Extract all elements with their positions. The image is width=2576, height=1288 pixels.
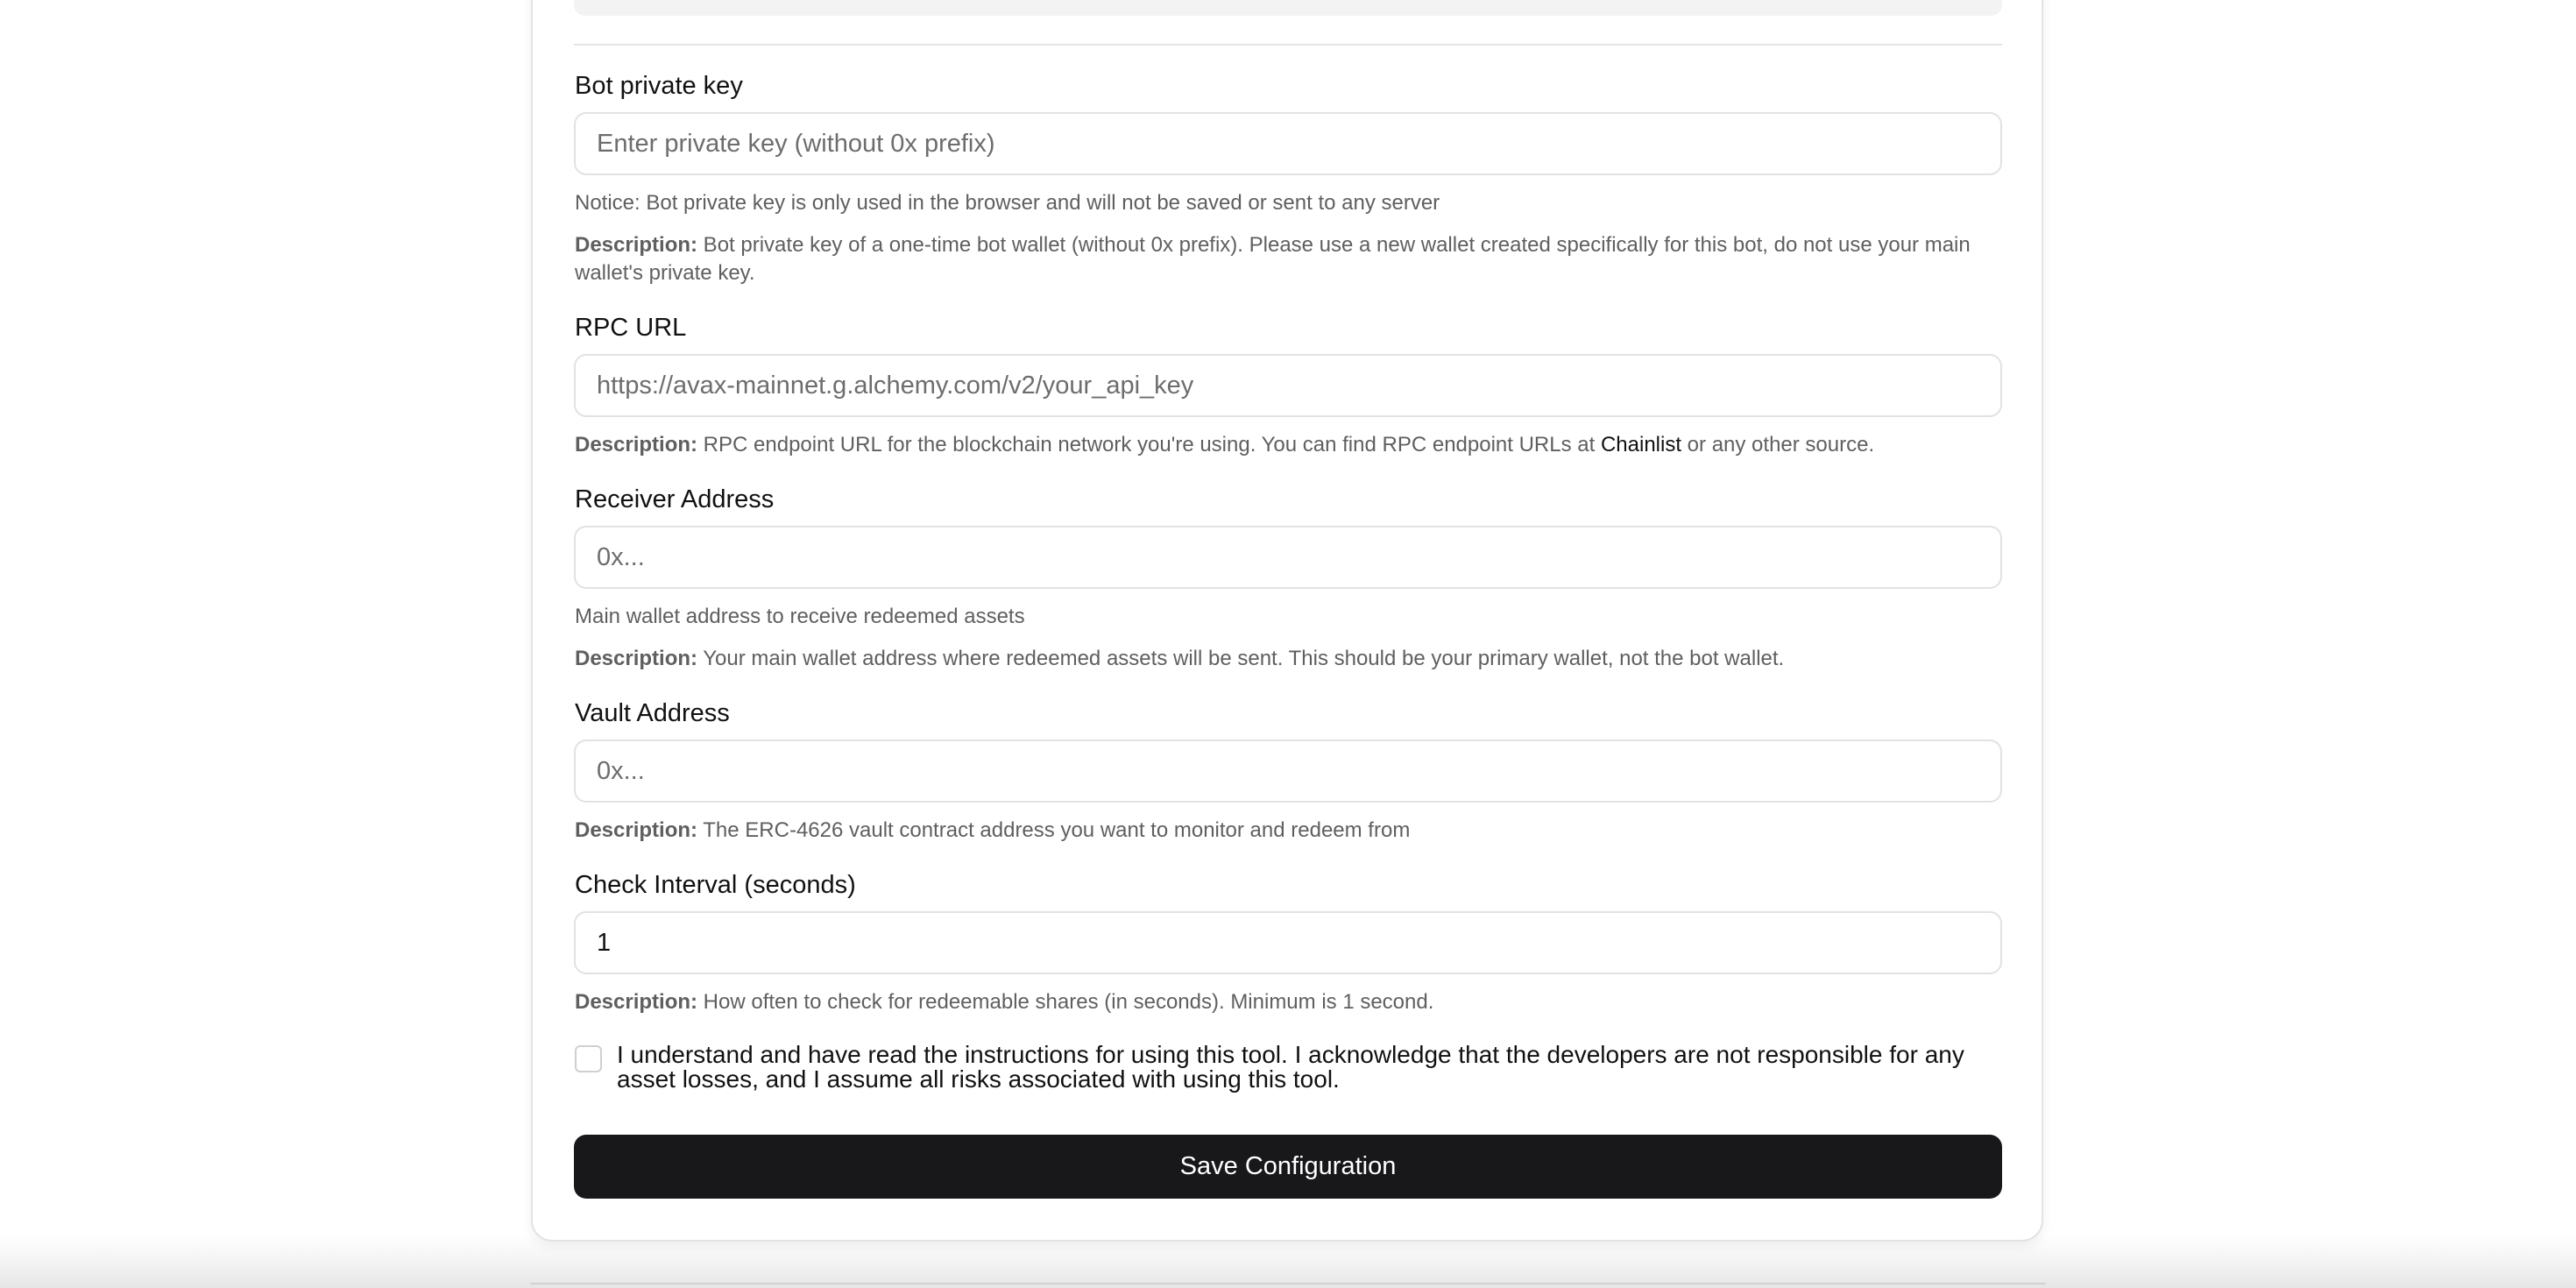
description-text: RPC endpoint URL for the blockchain network you're using. You can find RPC endpoint URLs at <box>697 433 1601 456</box>
description-text: How often to check for redeemable shares (in seconds). Minimum is 1 second. <box>697 990 1434 1014</box>
check-interval-input[interactable] <box>574 911 2002 974</box>
section-divider <box>574 44 2002 46</box>
description-text-end: or any other source. <box>1681 433 1875 456</box>
consent-checkbox[interactable] <box>575 1045 602 1072</box>
bot-private-key-description <box>575 231 2003 287</box>
bot-private-key-input[interactable] <box>574 112 2002 175</box>
description-text: Bot private key of a one-time bot wallet (without 0x prefix). Please use a new wallet created specifically for this bot, do not use your main wallet's private key. <box>575 233 1971 285</box>
rpc-url-input[interactable] <box>574 354 2002 417</box>
receiver-address-label: Receiver Address <box>575 485 775 513</box>
save-configuration-button[interactable]: Save Configuration <box>574 1135 2002 1199</box>
consent-text: I understand and have read the instructions for using this tool. I acknowledge that the developers are not responsible for any asset losses, and I assume all risks associated with using this tool. <box>617 1041 1964 1093</box>
chainlist-link[interactable]: Chainlist <box>1600 433 1682 456</box>
page-bottom-shade <box>0 1235 2576 1288</box>
bot-private-key-label: Bot private key <box>575 72 743 100</box>
rpc-url-description <box>575 431 2003 459</box>
rpc-url-label: RPC URL <box>575 314 687 342</box>
description-label: Description: <box>575 647 698 670</box>
description-label: Description: <box>575 818 698 842</box>
description-text: Your main wallet address where redeemed assets will be sent. This should be your primary wallet, not the bot wallet. <box>697 647 1785 670</box>
vault-address-input[interactable] <box>574 740 2002 803</box>
vault-address-label: Vault Address <box>575 699 730 727</box>
description-label: Description: <box>575 990 698 1014</box>
description-text: The ERC-4626 vault contract address you want to monitor and redeem from <box>697 818 1411 842</box>
description-label: Description: <box>575 433 698 456</box>
check-interval-label: Check Interval (seconds) <box>575 871 856 899</box>
vault-address-description <box>575 817 2003 845</box>
description-label: Description: <box>575 233 698 257</box>
bot-private-key-notice: Notice: Bot private key is only used in the browser and will not be saved or sent to any server <box>575 191 1440 215</box>
footer-divider <box>530 1283 2046 1284</box>
receiver-address-hint: Main wallet address to receive redeemed assets <box>575 605 1025 628</box>
receiver-address-description <box>575 645 2003 673</box>
check-interval-description <box>575 988 2003 1016</box>
receiver-address-input[interactable] <box>574 526 2002 589</box>
previous-field-remnant <box>574 0 2002 16</box>
